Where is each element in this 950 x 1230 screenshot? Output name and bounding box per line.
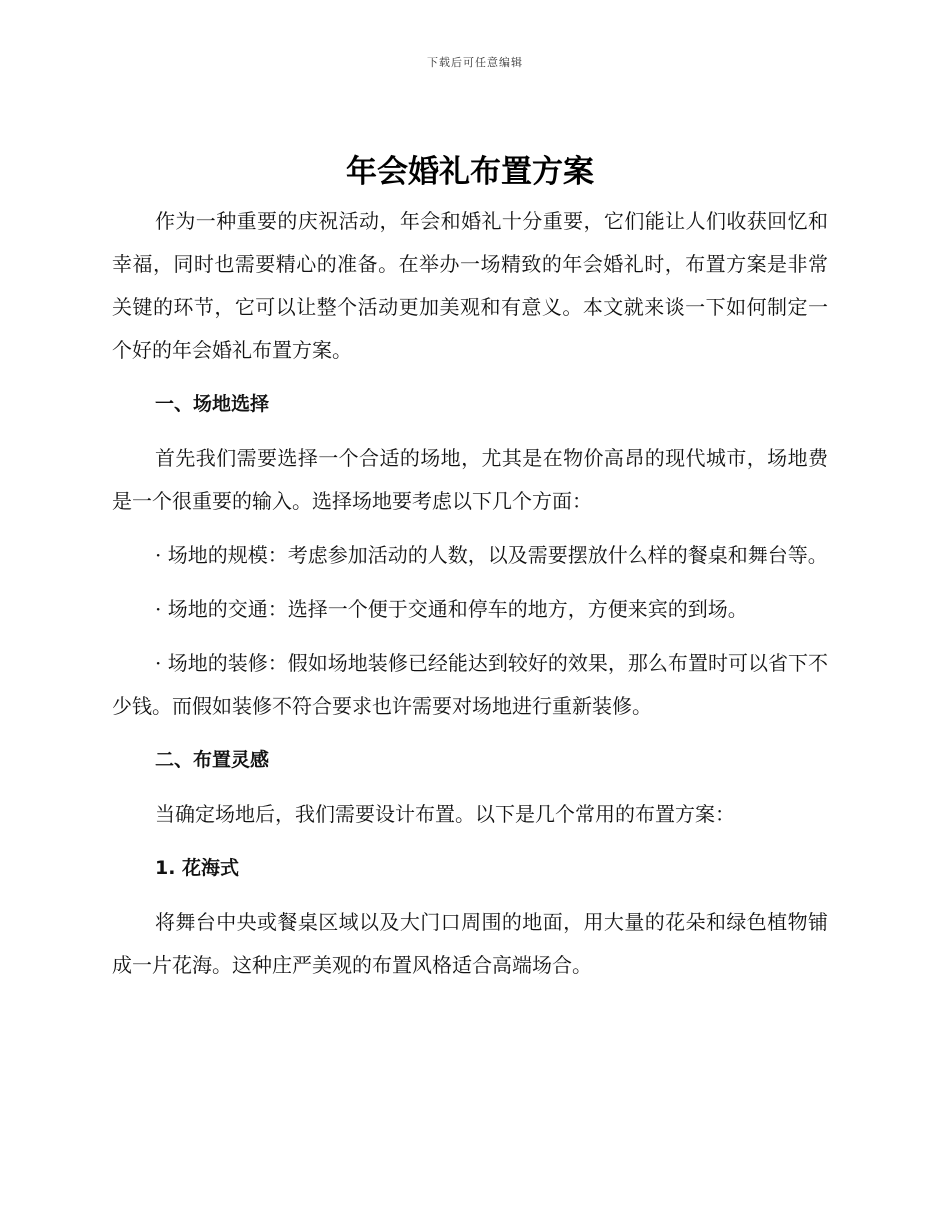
section-heading-inspiration: 二、布置灵感 [155,749,270,771]
bullet-venue-scale: · 场地的规模：考虑参加活动的人数，以及需要摆放什么样的餐桌和舞台等。 [155,543,828,567]
intro-paragraph: 作为一种重要的庆祝活动，年会和婚礼十分重要，它们能让人们收获回忆和幸福，同时也需要精心的准备。在举办一场精致的年会婚礼时，布置方案是非常关键的环节，它可以让整个活动更加美观和有意义。本文就来谈一下如何制定一个好的年会婚礼布置方案。 [112,209,828,362]
document-body [112,150,828,987]
page-header-note: 下载后可任意编辑 [427,56,523,69]
venue-intro-paragraph: 首先我们需要选择一个合适的场地，尤其是在物价高昂的现代城市，场地费是一个很重要的输入。选择场地要考虑以下几个方面： [112,446,828,513]
subheading-flower-sea: 1. 花海式 [155,857,240,879]
section-heading-venue: 一、场地选择 [155,393,270,415]
inspiration-intro-paragraph: 当确定场地后，我们需要设计布置。以下是几个常用的布置方案： [155,802,735,826]
document-title: 年会婚礼布置方案 [346,154,594,190]
flower-sea-paragraph: 将舞台中央或餐桌区域以及大门口周围的地面，用大量的花朵和绿色植物铺成一片花海。这种庄严美观的布置风格适合高端场合。 [112,910,828,977]
bullet-venue-transport: · 场地的交通：选择一个便于交通和停车的地方，方便来宾的到场。 [155,597,748,621]
bullet-venue-decoration: · 场地的装修：假如场地装修已经能达到较好的效果，那么布置时可以省下不少钱。而假如装修不符合要求也许需要对场地进行重新装修。 [112,651,828,718]
